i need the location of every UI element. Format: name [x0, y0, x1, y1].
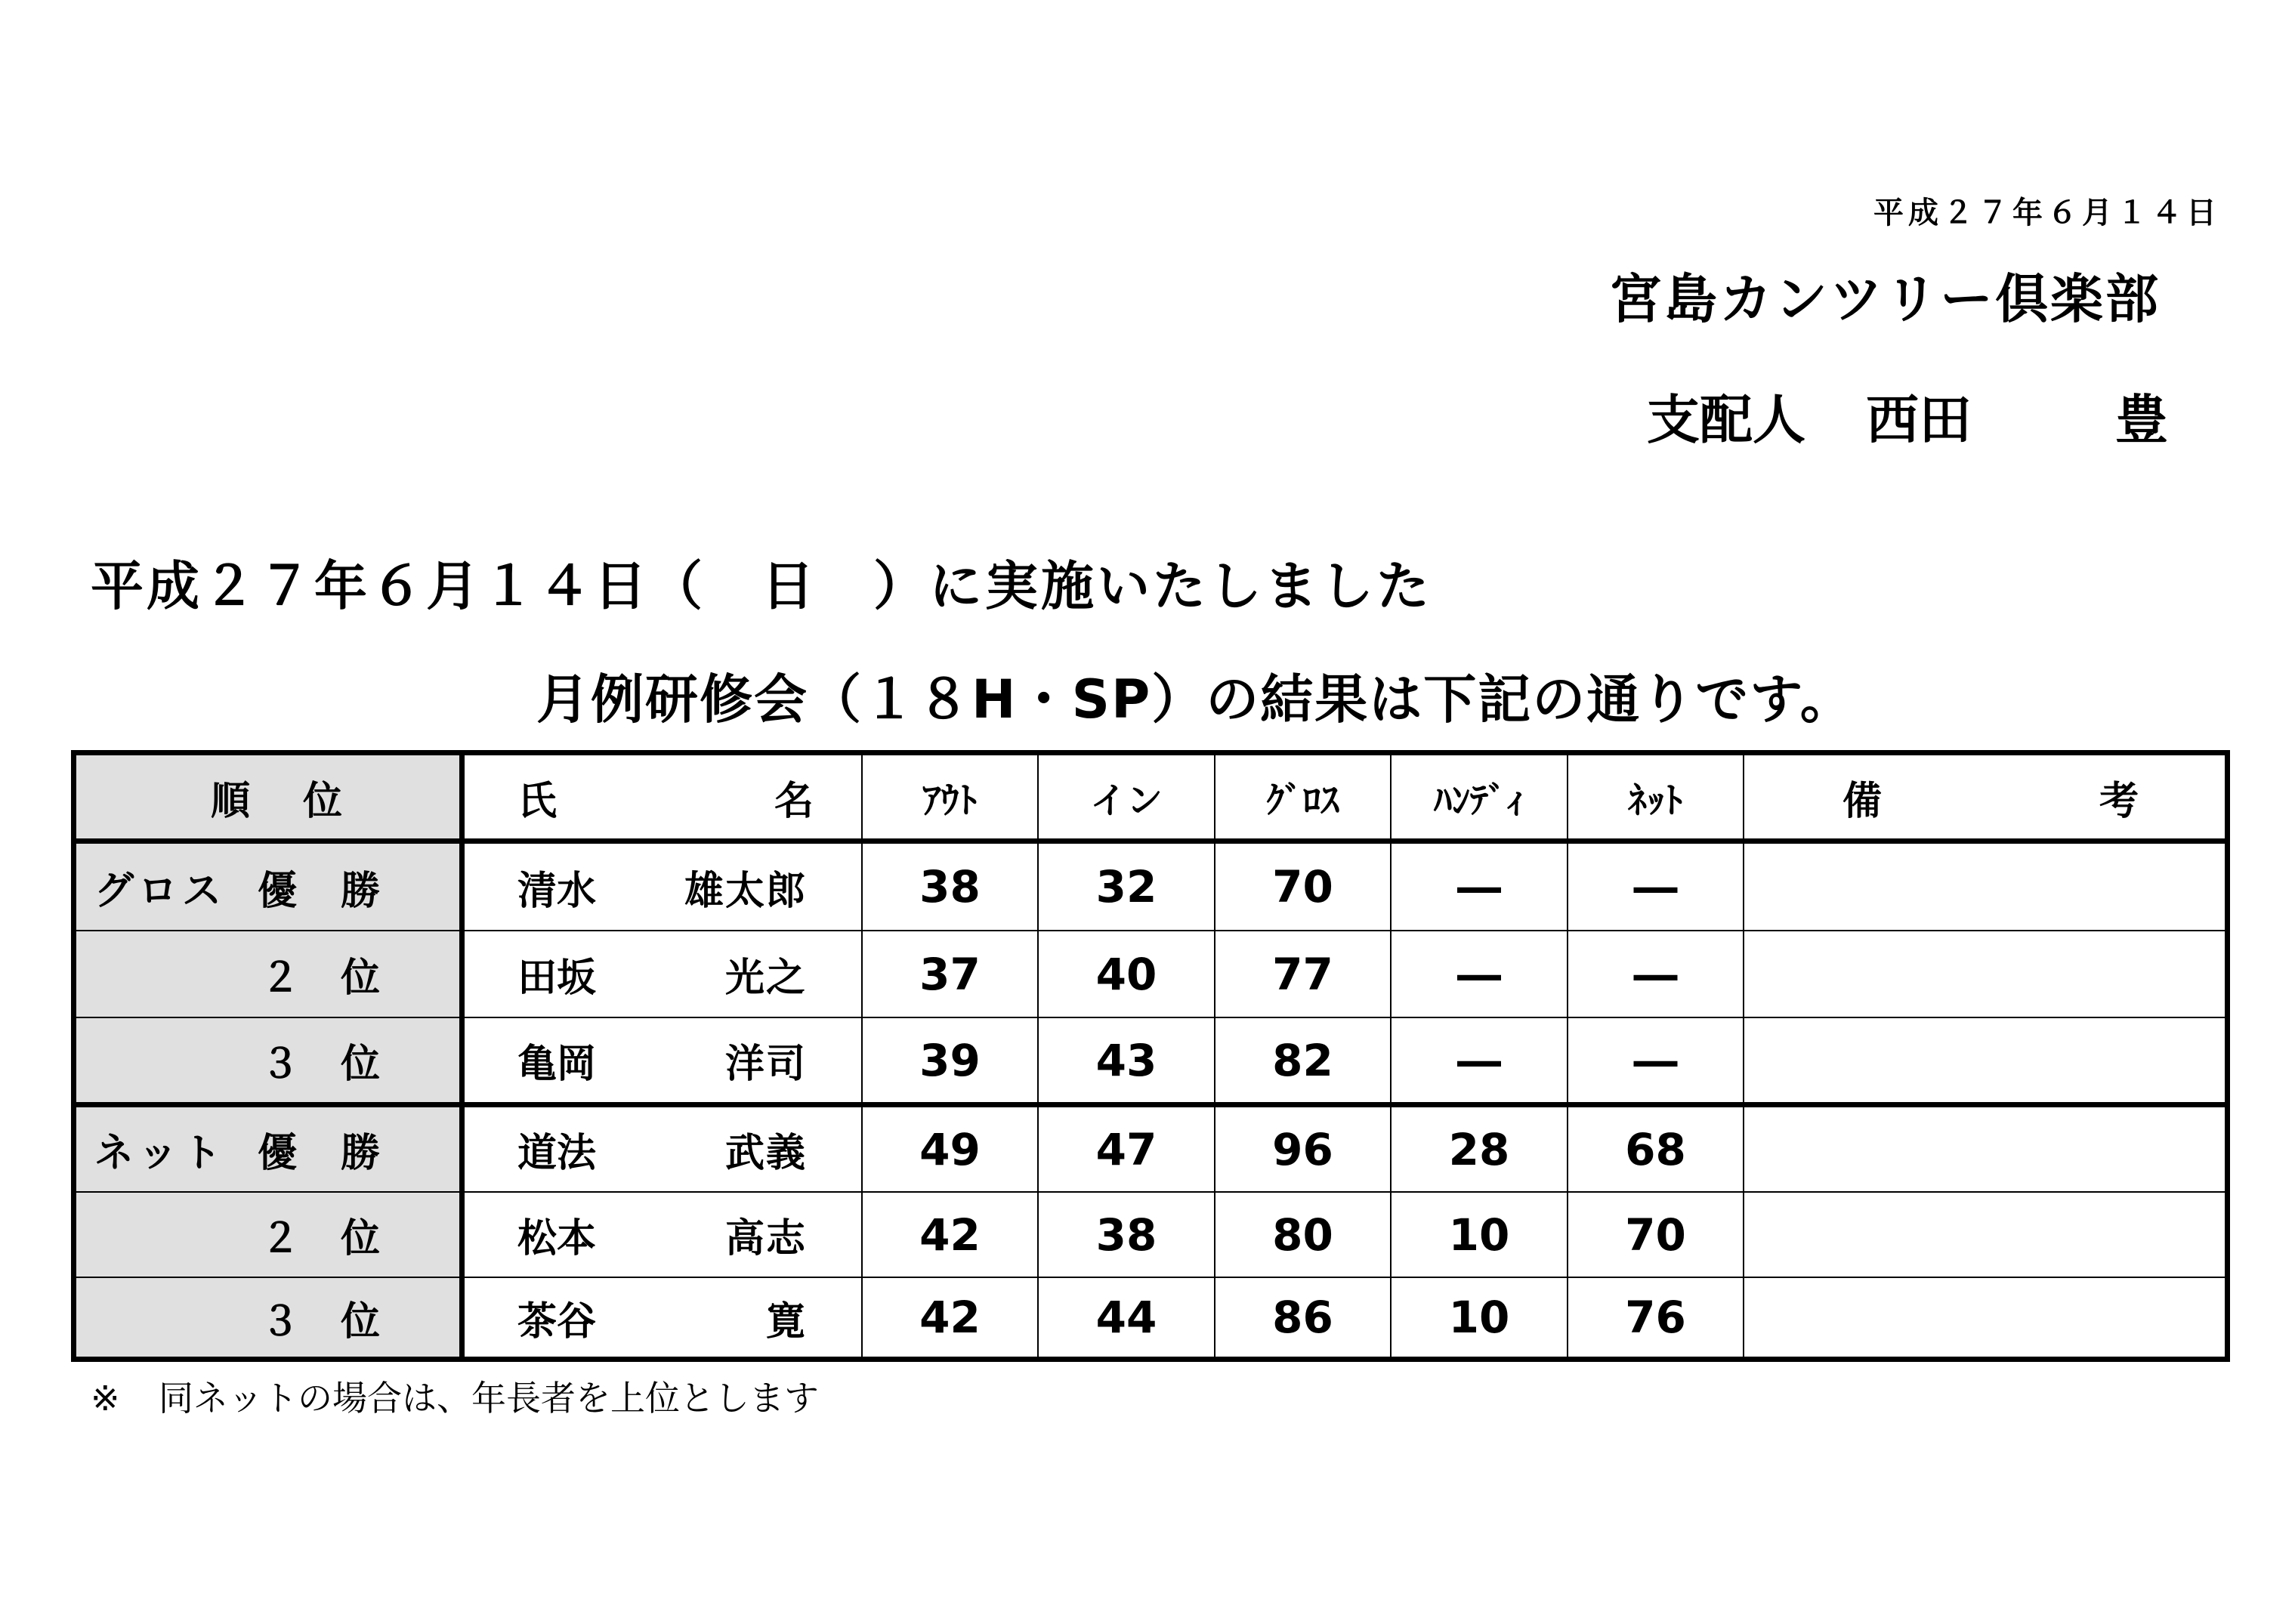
rank-place-label: 位	[341, 1298, 381, 1345]
remarks-cell	[1744, 1107, 2225, 1191]
table-row	[76, 1278, 2225, 1357]
remarks-cell	[1744, 844, 2225, 930]
header-remarks	[1744, 755, 2225, 838]
manager-given-name: 豊	[2115, 389, 2168, 451]
header-in: イン	[1039, 755, 1215, 838]
net-score: 70	[1568, 1193, 1744, 1277]
remarks-cell	[1744, 1278, 2225, 1357]
gross-score: 77	[1215, 931, 1392, 1017]
header-rank-char-2: 位	[303, 778, 343, 824]
in-score: 32	[1039, 844, 1215, 930]
out-score: 39	[863, 1018, 1039, 1102]
handicap-value: 10	[1392, 1193, 1568, 1277]
header-name-char-2: 名	[774, 778, 814, 824]
intro-line-2: 月例研修会（１８H・SP）の結果は下記の通りです。	[536, 668, 1855, 730]
out-score: 42	[863, 1193, 1039, 1277]
gross-score: 82	[1215, 1018, 1392, 1102]
given-name: 洋司	[724, 1042, 807, 1087]
in-score: 43	[1039, 1018, 1215, 1102]
rank-win-char-2: 勝	[341, 1131, 381, 1176]
table-header-row	[76, 755, 2225, 844]
name-cell	[465, 1193, 863, 1277]
name-cell	[465, 1107, 863, 1191]
name-cell	[465, 931, 863, 1017]
name-cell	[465, 844, 863, 930]
rank-cell	[76, 844, 465, 930]
family-name: 松本	[517, 1216, 597, 1261]
results-table	[71, 750, 2230, 1362]
name-cell	[465, 1018, 863, 1102]
remarks-cell	[1744, 1193, 2225, 1277]
name-cell	[465, 1278, 863, 1357]
header-handicap: ﾊﾝﾃﾞｨ	[1392, 755, 1568, 838]
given-name: 武義	[724, 1131, 807, 1176]
in-score: 47	[1039, 1107, 1215, 1191]
rank-number: ２	[261, 1216, 301, 1261]
rank-category: グロス	[94, 868, 227, 914]
handicap-value: 10	[1392, 1278, 1568, 1357]
given-name: 寛	[765, 1298, 807, 1345]
net-score: 68	[1568, 1107, 1744, 1191]
rank-place-label: 位	[341, 956, 381, 1001]
manager-family-name: 西田	[1866, 389, 1972, 451]
manager-signature	[1624, 378, 2168, 451]
handicap-value: ―	[1392, 1018, 1568, 1102]
header-name-char-1: 氏	[517, 778, 558, 824]
in-score: 38	[1039, 1193, 1215, 1277]
rank-number: ３	[261, 1042, 301, 1087]
rank-cell	[76, 1193, 465, 1277]
given-name: 高志	[724, 1216, 807, 1261]
rank-number: ２	[261, 956, 301, 1001]
gross-score: 96	[1215, 1107, 1392, 1191]
family-name: 清水	[517, 868, 597, 914]
out-score: 42	[863, 1278, 1039, 1357]
out-score: 38	[863, 844, 1039, 930]
footnote-text: 同ネットの場合は、年長者を上位とします	[159, 1378, 819, 1419]
gross-score: 70	[1215, 844, 1392, 930]
footnote	[91, 1371, 819, 1421]
given-name: 光之	[724, 956, 807, 1001]
handicap-value: ―	[1392, 844, 1568, 930]
rank-place-label: 位	[341, 1042, 381, 1087]
header-rank-char-1: 順	[211, 778, 251, 824]
table-row	[76, 1193, 2225, 1278]
header-rank	[76, 755, 465, 838]
remarks-cell	[1744, 1018, 2225, 1102]
header-name	[465, 755, 863, 838]
organization-name: 宮島カンツリー倶楽部	[1609, 268, 2161, 330]
rank-cell	[76, 931, 465, 1017]
in-score: 40	[1039, 931, 1215, 1017]
handicap-value: ―	[1392, 931, 1568, 1017]
rank-win-char-1: 優	[258, 868, 298, 914]
header-out: ｱｳﾄ	[863, 755, 1039, 838]
footnote-mark: ※	[91, 1378, 120, 1419]
rank-win-char-1: 優	[258, 1131, 298, 1176]
net-score: ―	[1568, 844, 1744, 930]
in-score: 44	[1039, 1278, 1215, 1357]
rank-cell	[76, 1107, 465, 1191]
rank-category: ネット	[94, 1131, 227, 1176]
rank-place-label: 位	[341, 1216, 381, 1261]
header-remarks-char-1: 備	[1842, 778, 1883, 824]
net-score: ―	[1568, 931, 1744, 1017]
rank-cell	[76, 1018, 465, 1102]
rank-cell	[76, 1278, 465, 1357]
family-name: 田坂	[517, 956, 597, 1001]
manager-title: 支配人	[1647, 389, 1805, 451]
net-score: ―	[1568, 1018, 1744, 1102]
family-name: 亀岡	[517, 1042, 597, 1087]
family-name: 道法	[517, 1131, 597, 1176]
out-score: 37	[863, 931, 1039, 1017]
header-remarks-char-2: 考	[2099, 778, 2139, 824]
remarks-cell	[1744, 931, 2225, 1017]
out-score: 49	[863, 1107, 1039, 1191]
handicap-value: 28	[1392, 1107, 1568, 1191]
given-name: 雄太郎	[684, 868, 807, 914]
table-row	[76, 844, 2225, 931]
rank-number: ３	[261, 1298, 301, 1345]
table-row	[76, 931, 2225, 1018]
gross-score: 86	[1215, 1278, 1392, 1357]
header-net: ﾈｯﾄ	[1568, 755, 1744, 838]
gross-score: 80	[1215, 1193, 1392, 1277]
table-row	[76, 1107, 2225, 1193]
rank-win-char-2: 勝	[341, 868, 381, 914]
table-row	[76, 1018, 2225, 1107]
document-date: 平成２７年６月１４日	[1873, 196, 2221, 230]
intro-line-1: 平成２７年６月１４日（ 日 ）に実施いたしました	[91, 555, 1432, 617]
header-gross: ｸﾞﾛｽ	[1215, 755, 1392, 838]
net-score: 76	[1568, 1278, 1744, 1357]
family-name: 茶谷	[517, 1298, 597, 1345]
